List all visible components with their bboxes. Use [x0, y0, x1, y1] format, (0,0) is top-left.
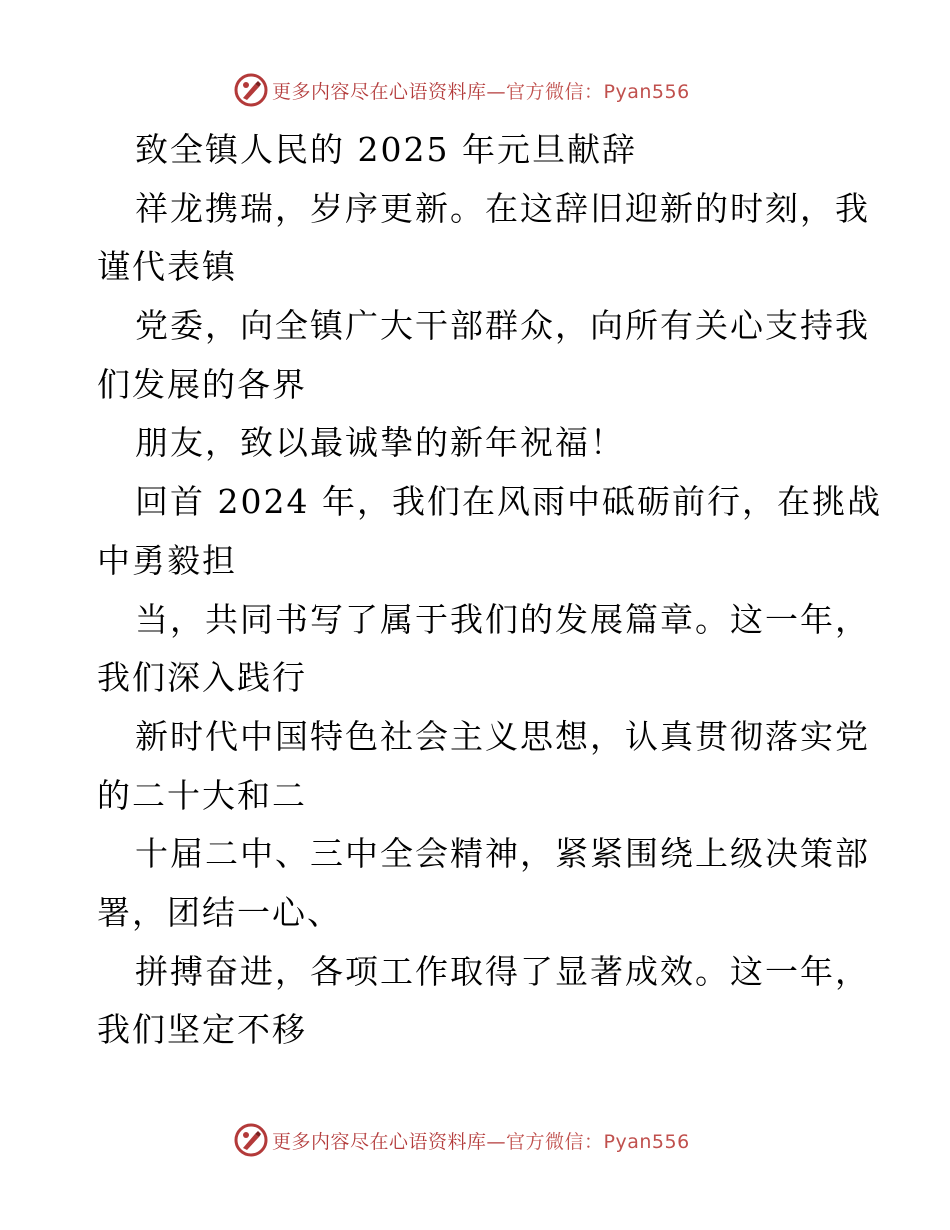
- text-line: 们发展的各界: [97, 364, 307, 404]
- text-line: 朋友，致以最诚挚的新年祝福！: [135, 423, 625, 463]
- text-line: 我们深入践行: [97, 658, 307, 698]
- watermark-text: [272, 1127, 690, 1154]
- watermark-site: 更多内容尽在心语资料库—: [272, 80, 507, 103]
- text-line: 署，团结一心、: [97, 892, 342, 932]
- text-line: 的二十大和二: [97, 775, 307, 815]
- pen-logo-icon: [234, 1123, 268, 1157]
- watermark-text: [272, 77, 690, 104]
- watermark-wechat: 官方微信：Pyan556: [506, 80, 690, 103]
- footer-watermark: [234, 1120, 714, 1160]
- text-line: 祥龙携瑞，岁序更新。在这辞旧迎新的时刻，我: [135, 188, 870, 228]
- text-line: 谨代表镇: [97, 247, 237, 287]
- watermark-wechat: 官方微信：Pyan556: [506, 1130, 690, 1153]
- text-line: 中勇毅担: [97, 540, 237, 580]
- document-body: [97, 121, 882, 1060]
- text-line: 当，共同书写了属于我们的发展篇章。这一年，: [135, 599, 870, 639]
- text-line: 拼搏奋进，各项工作取得了显著成效。这一年，: [135, 951, 870, 991]
- text-line: 十届二中、三中全会精神，紧紧围绕上级决策部: [135, 834, 870, 874]
- document-title: 致全镇人民的 2025 年元旦献辞: [135, 130, 637, 169]
- text-line: 我们坚定不移: [97, 1010, 307, 1050]
- watermark-site: 更多内容尽在心语资料库—: [272, 1130, 507, 1153]
- text-line: 新时代中国特色社会主义思想，认真贯彻落实党: [135, 716, 870, 756]
- text-line: 党委，向全镇广大干部群众，向所有关心支持我: [135, 306, 870, 346]
- header-watermark: [234, 70, 714, 110]
- pen-logo-icon: [234, 73, 268, 107]
- text-line: 回首 2024 年，我们在风雨中砥砺前行，在挑战: [135, 482, 882, 522]
